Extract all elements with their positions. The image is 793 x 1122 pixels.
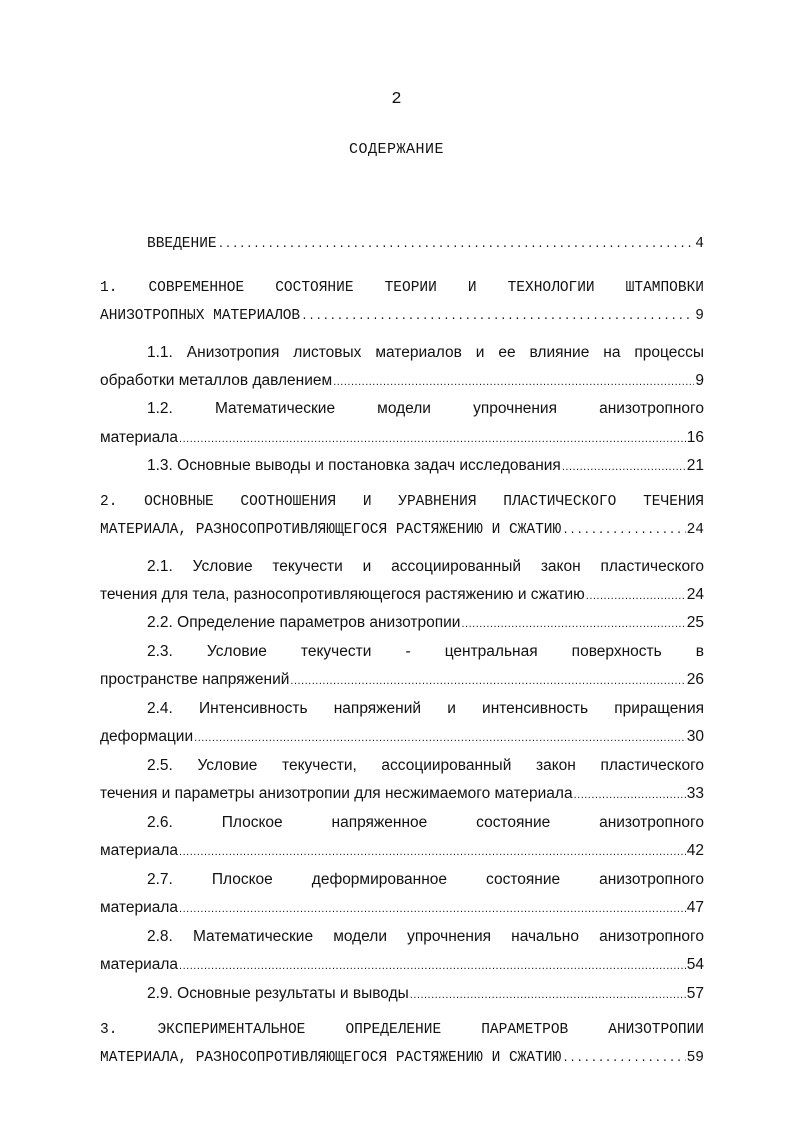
toc-chapter-3-line-1[interactable]: 3. ЭКСПЕРИМЕНТАЛЬНОЕ ОПРЕДЕЛЕНИЕ ПАРАМЕТРОВ АНИЗОТРОПИИ: [100, 1022, 704, 1038]
toc-entry-title: течения для тела, разносопротивляющегося растяжению и сжатию: [100, 586, 585, 603]
dot-leader: [333, 370, 694, 394]
toc-section-1-1-line-2[interactable]: [100, 369, 704, 393]
toc-chapter-2-line-2[interactable]: [100, 518, 704, 542]
toc-section-1-1-line-1[interactable]: 1.1. Анизотропия листовых материалов и ее влияние на процессы: [147, 344, 704, 361]
toc-section-2-5-line-1[interactable]: 2.5. Условие текучести, ассоциированный закон пластического: [147, 757, 704, 774]
dot-leader: [574, 783, 686, 807]
toc-chapter-1-line-2[interactable]: [100, 304, 704, 328]
dot-leader: [218, 233, 695, 257]
toc-section-2-3-line-2[interactable]: [100, 668, 704, 692]
toc-page-number: 33: [686, 785, 704, 802]
dot-leader: [586, 584, 686, 608]
toc-entry-title: МАТЕРИАЛА, РАЗНОСОПРОТИВЛЯЮЩЕГОСЯ РАСТЯЖЕНИЮ И СЖАТИЮ: [100, 1050, 562, 1066]
dot-leader: [562, 455, 686, 479]
toc-chapter-2-line-1[interactable]: 2. ОСНОВНЫЕ СООТНОШЕНИЯ И УРАВНЕНИЯ ПЛАСТИЧЕСКОГО ТЕЧЕНИЯ: [100, 494, 704, 510]
toc-entry-title: материала: [100, 899, 179, 916]
toc-page-number: 9: [695, 308, 704, 324]
toc-section-2-9[interactable]: [100, 982, 704, 1006]
toc-page-number: 24: [686, 586, 704, 603]
toc-page-number: 21: [686, 457, 704, 474]
toc-entry-title: материала: [100, 429, 179, 446]
toc-section-2-4-line-2[interactable]: [100, 725, 704, 749]
toc-page-number: 4: [695, 236, 704, 252]
toc-entry-title: течения и параметры анизотропии для несжимаемого материала: [100, 785, 573, 802]
toc-entry-title: 2.2. Определение параметров анизотропии: [147, 614, 461, 631]
toc-entry-title: материала: [100, 956, 179, 973]
toc-page-number: 42: [686, 842, 704, 859]
toc-section-2-8-line-2[interactable]: [100, 953, 704, 977]
toc-entry-title: МАТЕРИАЛА, РАЗНОСОПРОТИВЛЯЮЩЕГОСЯ РАСТЯЖЕНИЮ И СЖАТИЮ: [100, 522, 562, 538]
toc-section-1-2-line-1[interactable]: 1.2. Математические модели упрочнения анизотропного: [147, 400, 704, 417]
dot-leader: [410, 983, 686, 1007]
toc-entry-title: материала: [100, 842, 179, 859]
toc-page-number: 54: [686, 956, 704, 973]
toc-section-1-3[interactable]: [100, 454, 704, 478]
toc-section-1-2-line-2[interactable]: [100, 426, 704, 450]
dot-leader: [179, 897, 686, 921]
page-title: СОДЕРЖАНИЕ: [348, 141, 444, 158]
toc-page-number: 26: [686, 671, 704, 688]
toc-entry-title: 2.9. Основные результаты и выводы: [147, 985, 409, 1002]
toc-page-number: 24: [686, 522, 704, 538]
page-number: 2: [391, 90, 402, 109]
toc-section-2-6-line-1[interactable]: 2.6. Плоское напряженное состояние анизотропного: [147, 814, 704, 831]
dot-leader: [290, 669, 685, 693]
toc-page-number: 30: [686, 728, 704, 745]
toc-section-2-6-line-2[interactable]: [100, 839, 704, 863]
toc-entry-title: обработки металлов давлением: [100, 372, 333, 389]
dot-leader: [179, 427, 686, 451]
dot-leader: [562, 519, 685, 543]
dot-leader: [562, 1047, 685, 1071]
dot-leader: [461, 612, 685, 636]
toc-page-number: 9: [695, 372, 704, 389]
dot-leader: [179, 840, 686, 864]
dot-leader: [194, 726, 686, 750]
toc-section-2-8-line-1[interactable]: 2.8. Математические модели упрочнения начально анизотропного: [147, 928, 704, 945]
dot-leader: [179, 954, 686, 978]
toc-page-number: 16: [686, 429, 704, 446]
toc-section-2-7-line-2[interactable]: [100, 896, 704, 920]
toc-entry-title: АНИЗОТРОПНЫХ МАТЕРИАЛОВ: [100, 308, 301, 324]
dot-leader: [301, 305, 694, 329]
toc-page-number: 59: [686, 1050, 704, 1066]
toc-section-2-3-line-1[interactable]: 2.3. Условие текучести - центральная поверхность в: [147, 643, 704, 660]
toc-section-2-1-line-2[interactable]: [100, 583, 704, 607]
toc-page-number: 47: [686, 899, 704, 916]
toc-section-2-2[interactable]: [100, 611, 704, 635]
toc-section-2-7-line-1[interactable]: 2.7. Плоское деформированное состояние анизотропного: [147, 871, 704, 888]
toc-chapter-1-line-1[interactable]: 1. СОВРЕМЕННОЕ СОСТОЯНИЕ ТЕОРИИ И ТЕХНОЛОГИИ ШТАМПОВКИ: [100, 280, 704, 296]
toc-entry-title: 1.3. Основные выводы и постановка задач исследования: [147, 457, 561, 474]
toc-chapter-3-line-2[interactable]: [100, 1046, 704, 1070]
toc-entry-title: ВВЕДЕНИЕ: [147, 236, 217, 252]
toc-page-number: 25: [686, 614, 704, 631]
toc-entry-title: деформации: [100, 728, 194, 745]
toc-entry-intro[interactable]: [100, 232, 704, 256]
toc-section-2-4-line-1[interactable]: 2.4. Интенсивность напряжений и интенсивность приращения: [147, 700, 704, 717]
toc-page-number: 57: [686, 985, 704, 1002]
toc-section-2-1-line-1[interactable]: 2.1. Условие текучести и ассоциированный закон пластического: [147, 558, 704, 575]
toc-entry-title: пространстве напряжений: [100, 671, 290, 688]
toc-section-2-5-line-2[interactable]: [100, 782, 704, 806]
